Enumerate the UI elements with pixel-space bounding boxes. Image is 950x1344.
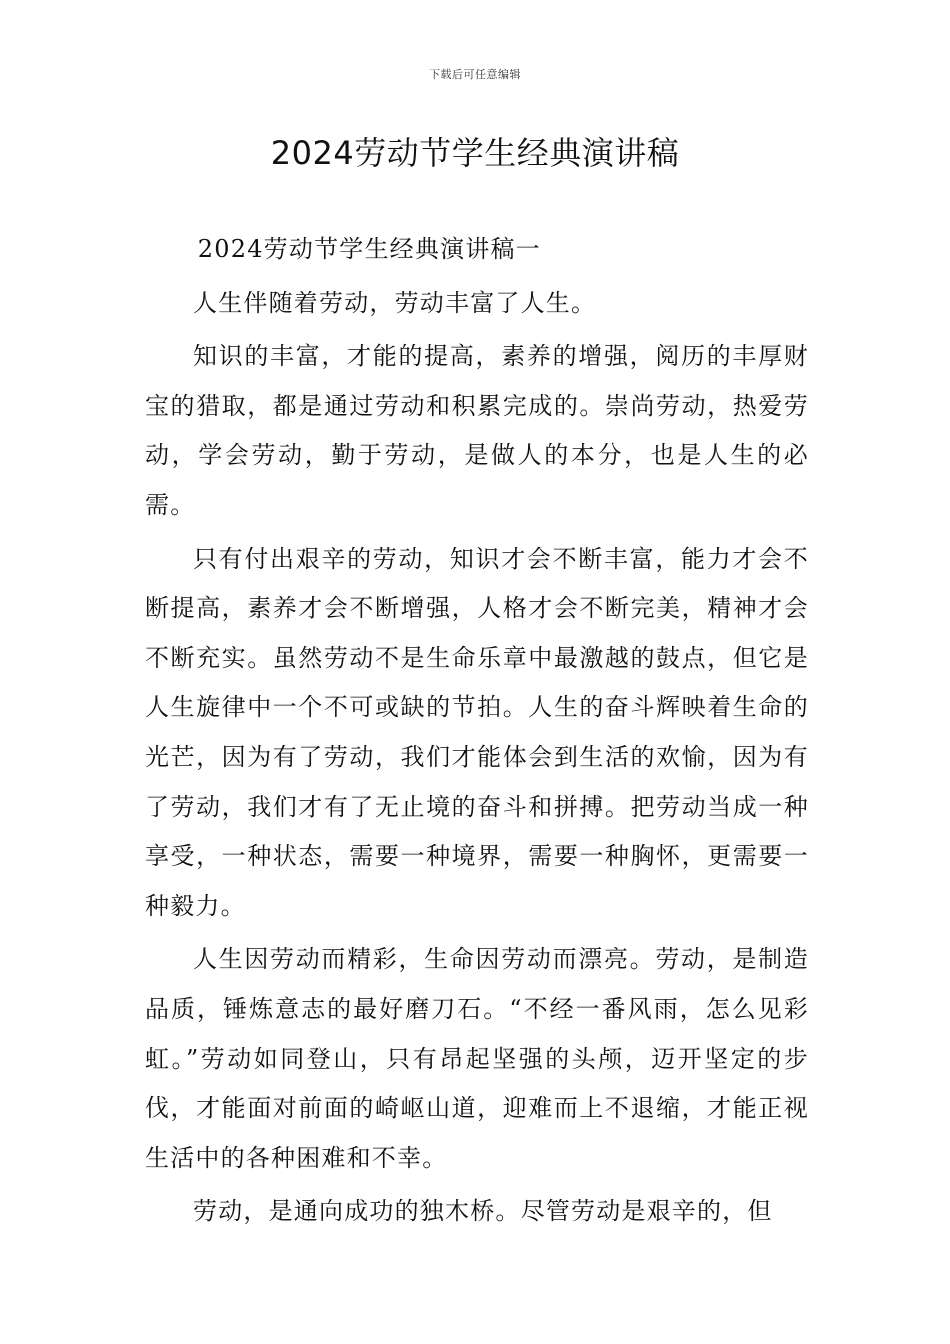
paragraph: 知识的丰富，才能的提高，素养的增强，阅历的丰厚财宝的猎取，都是通过劳动和积累完成的。崇尚劳动，热爱劳动，学会劳动，勤于劳动，是做人的本分，也是人生的必需。 (145, 342, 809, 519)
paragraph: 人生因劳动而精彩，生命因劳动而漂亮。劳动，是制造品质，锤炼意志的最好磨刀石。“不经一番风雨，怎么见彩虹。”劳动如同登山，只有昂起坚强的头颅，迈开坚定的步伐，才能面对前面的崎岖山道，迎难而上不退缩，才能正视生活中的各种困难和不幸。 (145, 945, 809, 1172)
paragraph: 只有付出艰辛的劳动，知识才会不断丰富，能力才会不断提高，素养才会不断增强，人格才会不断完美，精神才会不断充实。虽然劳动不是生命乐章中最激越的鼓点，但它是人生旋律中一个不可或缺的节拍。人生的奋斗辉映着生命的光芒，因为有了劳动，我们才能体会到生活的欢愉，因为有了劳动，我们才有了无止境的奋斗和拼搏。把劳动当成一种享受，一种状态，需要一种境界，需要一种胸怀，更需要一种毅力。 (145, 544, 809, 920)
paragraph: 人生伴随着劳动，劳动丰富了人生。 (193, 288, 597, 317)
paragraph: 劳动，是通向成功的独木桥。尽管劳动是艰辛的，但 (193, 1197, 773, 1226)
document-title: 2024劳动节学生经典演讲稿 (270, 134, 680, 172)
section-subtitle: 2024劳动节学生经典演讲稿一 (197, 235, 541, 263)
document-body (145, 225, 809, 1241)
header-note: 下载后可任意编辑 (429, 68, 521, 81)
